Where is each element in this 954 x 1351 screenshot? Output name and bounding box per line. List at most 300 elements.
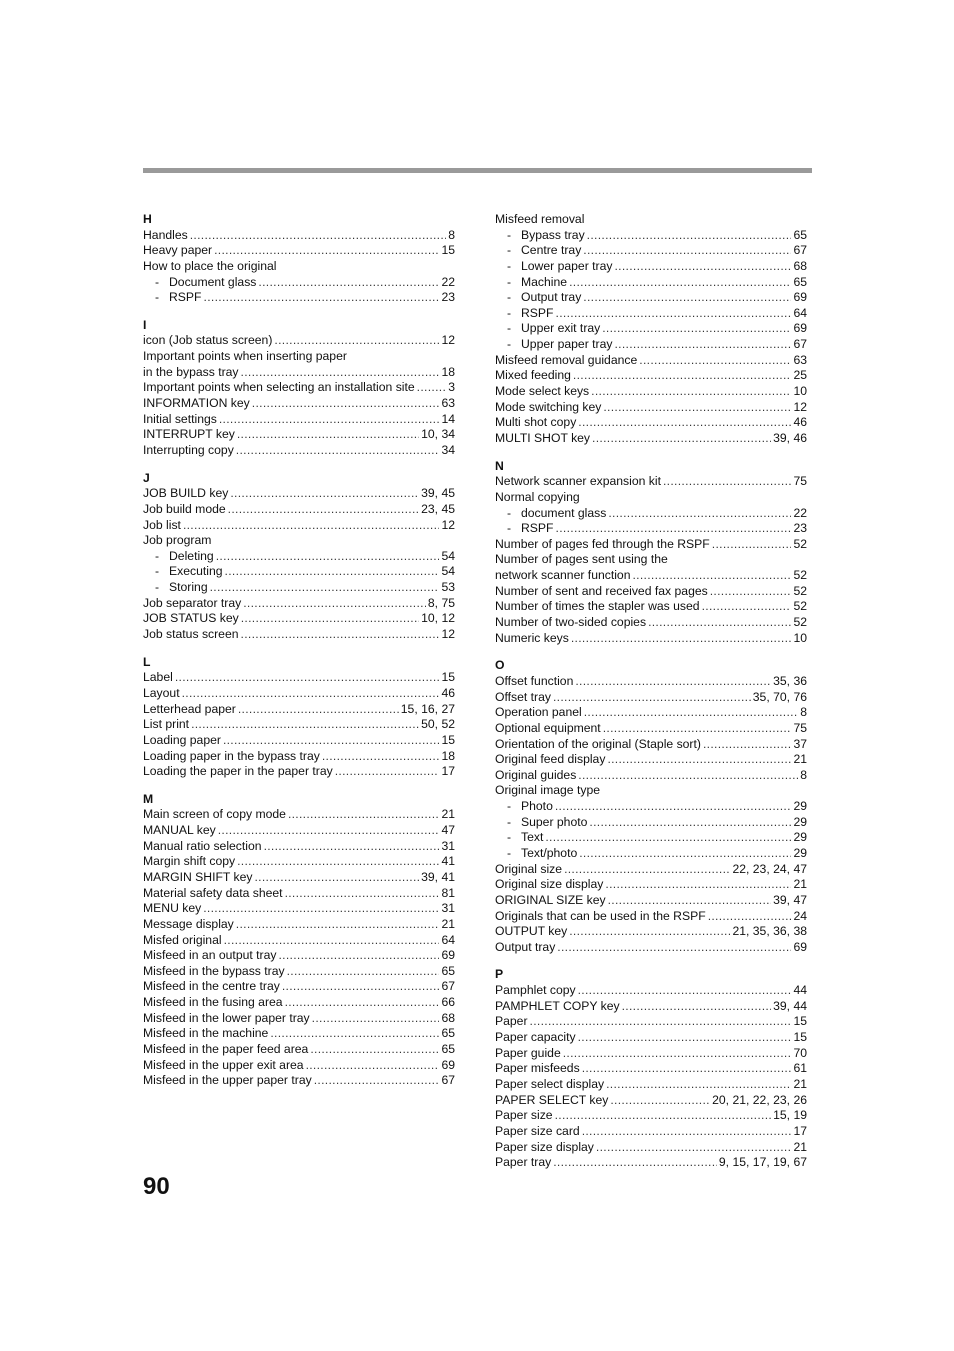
index-entry: [143, 518, 455, 534]
page-reference: 52: [793, 615, 807, 630]
index-entry: [495, 615, 807, 631]
dash-marker: -: [507, 258, 512, 273]
dot-leader: [582, 1061, 792, 1077]
page-reference: 52: [793, 599, 807, 614]
page-reference: 52: [793, 536, 807, 551]
entry-label: Photo: [521, 799, 553, 814]
entry-line: [495, 1061, 807, 1077]
entry-line: [495, 674, 807, 690]
entry-label: Misfed original: [143, 932, 222, 947]
entry-label: Orientation of the original (Staple sort): [495, 736, 701, 751]
section-letter-heading: M: [143, 791, 154, 806]
page-reference: 15: [441, 732, 455, 747]
dot-leader: [583, 290, 791, 306]
dot-leader: [614, 259, 791, 275]
index-entry: [495, 368, 807, 384]
index-entry: [143, 1058, 455, 1074]
section-gap: [143, 643, 455, 655]
entry-line: [143, 823, 455, 839]
entry-label: Original size display: [495, 877, 604, 892]
page-reference: 24: [793, 908, 807, 923]
dash-marker: -: [155, 580, 160, 595]
dot-leader: [236, 443, 440, 459]
page-reference: 65: [441, 1042, 455, 1057]
entry-line: [143, 290, 455, 306]
entry-label: Original guides: [495, 767, 577, 782]
entry-label: icon (Job status screen): [143, 333, 273, 348]
dot-leader: [335, 764, 440, 780]
index-subentry: [495, 815, 807, 831]
dot-leader: [203, 901, 439, 917]
index-entry: [143, 823, 455, 839]
page-reference: 39, 41: [421, 869, 455, 884]
entry-line: [495, 1155, 807, 1171]
entry-label: Paper capacity: [495, 1030, 576, 1045]
entry-label: Centre tray: [521, 243, 582, 258]
page-reference: 50, 52: [421, 717, 455, 732]
entry-label: Output tray: [521, 290, 582, 305]
dot-leader: [607, 752, 791, 768]
dot-leader: [573, 368, 792, 384]
page-reference: 37: [793, 736, 807, 751]
entry-label: Original feed display: [495, 752, 606, 767]
dot-leader: [596, 1140, 792, 1156]
page-reference: 8: [800, 705, 807, 720]
entry-line: [495, 275, 807, 291]
index-entry: [495, 1093, 807, 1109]
entry-label: Pamphlet copy: [495, 983, 576, 998]
index-entry: [143, 228, 455, 244]
dot-leader: [622, 999, 771, 1015]
entry-label: Paper select display: [495, 1076, 605, 1091]
index-entry: [495, 1124, 807, 1140]
index-entry: [143, 948, 455, 964]
section-letter-heading: J: [143, 470, 150, 485]
dot-leader: [578, 415, 791, 431]
index-entry: [143, 1073, 455, 1089]
entry-line: [495, 1140, 807, 1156]
entry-line: [143, 1058, 455, 1074]
dot-leader: [270, 1026, 439, 1042]
index-subentry: [143, 275, 455, 291]
entry-line: [495, 1030, 807, 1046]
entry-line: [495, 243, 807, 259]
dot-leader: [703, 737, 791, 753]
entry-line: [495, 306, 807, 322]
entry-label: Bypass tray: [521, 227, 585, 242]
index-entry: [143, 533, 455, 549]
page-reference: 39, 47: [773, 892, 807, 907]
entry-label: document glass: [521, 505, 607, 520]
entry-label: Misfeed in the upper exit area: [143, 1057, 304, 1072]
index-entry: [143, 749, 455, 765]
entry-label: Margin shift copy: [143, 854, 236, 869]
index-entry: [495, 415, 807, 431]
entry-line: [143, 854, 455, 870]
entry-line: [495, 259, 807, 275]
entry-label: Material safety data sheet: [143, 885, 283, 900]
index-entry: [143, 686, 455, 702]
entry-line: [495, 752, 807, 768]
index-subentry: [495, 506, 807, 522]
entry-label: Lower paper tray: [521, 258, 613, 273]
index-subentry: [495, 243, 807, 259]
dot-leader: [417, 380, 447, 396]
page-reference: 52: [793, 583, 807, 598]
entry-label: MARGIN SHIFT key: [143, 869, 253, 884]
entry-line: [495, 400, 807, 416]
index-entry: [143, 839, 455, 855]
index-entry: [143, 1026, 455, 1042]
index-entry: [143, 596, 455, 612]
entry-line: [143, 333, 455, 349]
entry-line: [495, 1014, 807, 1030]
section-letter-heading: O: [495, 658, 505, 673]
entry-line: [495, 909, 807, 925]
dot-leader: [285, 995, 440, 1011]
page-reference: 21: [793, 1076, 807, 1091]
page-reference: 69: [441, 1057, 455, 1072]
entry-label: Job separator tray: [143, 595, 242, 610]
dot-leader: [310, 1042, 439, 1058]
index-entry: [495, 674, 807, 690]
index-entry: [143, 733, 455, 749]
dot-leader: [564, 862, 730, 878]
page-reference: 25: [793, 368, 807, 383]
dot-leader: [190, 228, 447, 244]
section-gap: [495, 447, 807, 459]
index-entry: [495, 690, 807, 706]
entry-label: Number of two-sided copies: [495, 615, 647, 630]
section-letter-heading: N: [495, 458, 504, 473]
entry-line: [143, 443, 455, 459]
entry-label: Number of pages sent using the: [495, 552, 668, 567]
index-entry: [143, 979, 455, 995]
index-entry: [143, 365, 455, 381]
page-reference: 23, 45: [421, 501, 455, 516]
entry-label: Network scanner expansion kit: [495, 474, 661, 489]
dot-leader: [252, 396, 440, 412]
index-entry: [495, 584, 807, 600]
dot-leader: [578, 768, 798, 784]
entry-line: [495, 1046, 807, 1062]
entry-label: MULTI SHOT key: [495, 430, 591, 445]
page-reference: 68: [793, 258, 807, 273]
dot-leader: [582, 1124, 792, 1140]
dot-leader: [553, 1155, 717, 1171]
index-entry: [143, 502, 455, 518]
entry-line: [143, 627, 455, 643]
index-entry: [495, 909, 807, 925]
entry-label: Upper paper tray: [521, 337, 613, 352]
page-reference: 15: [441, 670, 455, 685]
entry-line: [143, 749, 455, 765]
index-entry: [143, 854, 455, 870]
index-entry: [143, 427, 455, 443]
page-reference: 63: [441, 396, 455, 411]
dot-leader: [556, 306, 792, 322]
dot-leader: [608, 506, 791, 522]
entry-label: Executing: [169, 564, 223, 579]
entry-line: [495, 983, 807, 999]
index-entry: [495, 783, 807, 799]
page-reference: 12: [441, 627, 455, 642]
dot-leader: [285, 886, 440, 902]
dot-leader: [710, 584, 792, 600]
index-entry: [143, 870, 455, 886]
index-entry: [495, 705, 807, 721]
entry-line: [143, 733, 455, 749]
dash-marker: -: [155, 274, 160, 289]
dot-leader: [241, 365, 440, 381]
dot-leader: [312, 1011, 440, 1027]
index-subentry: [495, 337, 807, 353]
dot-leader: [578, 983, 792, 999]
index-entry: [495, 474, 807, 490]
dot-leader: [606, 1077, 791, 1093]
entry-line: [495, 721, 807, 737]
dot-leader: [555, 799, 792, 815]
index-entry: [495, 1108, 807, 1124]
entry-label: Paper size display: [495, 1139, 594, 1154]
entry-label: Misfeed in the machine: [143, 1026, 269, 1041]
page-reference: 8: [448, 227, 455, 242]
entry-label: Job build mode: [143, 501, 226, 516]
page-reference: 22: [793, 505, 807, 520]
index-entry: [495, 353, 807, 369]
page-reference: 65: [793, 274, 807, 289]
page-reference: 15: [793, 1014, 807, 1029]
dot-leader: [288, 807, 440, 823]
page-reference: 20, 21, 22, 23, 26: [712, 1092, 807, 1107]
entry-label: Machine: [521, 274, 568, 289]
dash-marker: -: [507, 274, 512, 289]
entry-label: Original image type: [495, 783, 600, 798]
dot-leader: [712, 537, 792, 553]
entry-label: in the bypass tray: [143, 364, 239, 379]
index-entry: [495, 631, 807, 647]
entry-line: [143, 502, 455, 518]
page-reference: 67: [793, 243, 807, 258]
entry-label: Manual ratio selection: [143, 838, 262, 853]
page-reference: 29: [793, 830, 807, 845]
entry-line: [495, 212, 807, 228]
page-reference: 54: [441, 548, 455, 563]
entry-label: JOB BUILD key: [143, 486, 229, 501]
entry-label: network scanner function: [495, 568, 631, 583]
entry-line: [495, 846, 807, 862]
dash-marker: -: [507, 337, 512, 352]
index-subentry: [495, 290, 807, 306]
entry-label: Paper misfeeds: [495, 1061, 580, 1076]
dot-leader: [254, 870, 419, 886]
page-reference: 21: [793, 877, 807, 892]
dot-leader: [264, 839, 440, 855]
entry-label: Mixed feeding: [495, 368, 571, 383]
entry-label: MENU key: [143, 901, 202, 916]
page-reference: 67: [793, 337, 807, 352]
entry-label: How to place the original: [143, 258, 277, 273]
page-reference: 14: [441, 411, 455, 426]
entry-line: [143, 839, 455, 855]
entry-line: [495, 862, 807, 878]
dot-leader: [225, 564, 440, 580]
index-subentry: [495, 228, 807, 244]
entry-line: [495, 353, 807, 369]
entry-label: Text: [521, 830, 544, 845]
entry-line: [143, 365, 455, 381]
index-entry: [143, 333, 455, 349]
page-reference: 23: [793, 521, 807, 536]
index-entry: [495, 752, 807, 768]
entry-label: Optional equipment: [495, 720, 601, 735]
dot-leader: [282, 979, 440, 995]
index-entry: [143, 995, 455, 1011]
entry-label: Misfeed in an output tray: [143, 948, 277, 963]
dash-marker: -: [507, 321, 512, 336]
page-reference: 21: [441, 807, 455, 822]
dot-leader: [592, 431, 771, 447]
index-entry: [143, 380, 455, 396]
entry-label: PAPER SELECT key: [495, 1092, 609, 1107]
entry-label: Paper size: [495, 1108, 553, 1123]
entry-label: INFORMATION key: [143, 396, 250, 411]
entry-label: Interrupting copy: [143, 442, 234, 457]
section-gap: [495, 955, 807, 967]
index-entry: [143, 443, 455, 459]
entry-label: PAMPHLET COPY key: [495, 998, 620, 1013]
entry-label: Operation panel: [495, 705, 582, 720]
dot-leader: [214, 243, 439, 259]
entry-label: Original size: [495, 861, 563, 876]
entry-line: [143, 870, 455, 886]
page-reference: 15: [793, 1030, 807, 1045]
index-entry: [495, 924, 807, 940]
entry-label: Paper: [495, 1014, 528, 1029]
dot-leader: [556, 521, 792, 537]
dot-leader: [228, 502, 419, 518]
entry-line: [495, 1077, 807, 1093]
section-gap: [143, 306, 455, 318]
dot-leader: [579, 846, 791, 862]
entry-line: [495, 521, 807, 537]
entry-label: Storing: [169, 580, 208, 595]
entry-line: [495, 783, 807, 799]
page-reference: 65: [793, 227, 807, 242]
entry-line: [495, 568, 807, 584]
entry-line: [495, 415, 807, 431]
dot-leader: [243, 596, 426, 612]
page-reference: 17: [441, 764, 455, 779]
page-reference: 81: [441, 885, 455, 900]
dot-leader: [545, 830, 791, 846]
index-entry: [143, 933, 455, 949]
index-entry: [495, 893, 807, 909]
index-entry: [495, 1030, 807, 1046]
entry-line: [143, 380, 455, 396]
index-column-left: [143, 212, 455, 1089]
index-entry: [143, 611, 455, 627]
entry-line: [495, 584, 807, 600]
index-entry: [495, 537, 807, 553]
page-reference: 70: [793, 1045, 807, 1060]
entry-label: Handles: [143, 227, 188, 242]
index-entry: [495, 400, 807, 416]
dash-marker: -: [507, 505, 512, 520]
entry-line: [495, 924, 807, 940]
index-entry: [143, 412, 455, 428]
index-entry: [143, 486, 455, 502]
entry-label: Output tray: [495, 939, 556, 954]
entry-label: RSPF: [169, 290, 202, 305]
entry-line: [495, 552, 807, 568]
page-reference: 41: [441, 854, 455, 869]
dot-leader: [602, 321, 791, 337]
dot-leader: [639, 353, 791, 369]
entry-label: Paper tray: [495, 1155, 552, 1170]
index-entry: [143, 964, 455, 980]
index-subentry: [143, 564, 455, 580]
entry-label: Super photo: [521, 814, 588, 829]
entry-label: Job status screen: [143, 627, 239, 642]
dash-marker: -: [507, 243, 512, 258]
page-reference: 64: [441, 932, 455, 947]
index-entry: [495, 1061, 807, 1077]
dot-leader: [218, 823, 440, 839]
entry-label: Normal copying: [495, 489, 580, 504]
index-entry: [495, 431, 807, 447]
page-reference: 47: [441, 823, 455, 838]
page-reference: 15, 19: [773, 1108, 807, 1123]
entry-label: Label: [143, 670, 173, 685]
entry-line: [143, 596, 455, 612]
page-reference: 17: [793, 1123, 807, 1138]
page-reference: 18: [441, 748, 455, 763]
entry-label: Misfeed in the centre tray: [143, 979, 280, 994]
entry-line: [143, 807, 455, 823]
dot-leader: [219, 412, 440, 428]
index-entry: [143, 349, 455, 365]
index-subentry: [495, 321, 807, 337]
dot-leader: [223, 733, 440, 749]
index-subentry: [495, 275, 807, 291]
entry-line: [143, 764, 455, 780]
dot-leader: [236, 917, 440, 933]
page-reference: 65: [441, 963, 455, 978]
dash-marker: -: [507, 830, 512, 845]
section-letter-heading: L: [143, 654, 151, 669]
page-reference: 67: [441, 1073, 455, 1088]
index-entry: [495, 1046, 807, 1062]
entry-label: RSPF: [521, 521, 554, 536]
page-reference: 66: [441, 995, 455, 1010]
dot-leader: [287, 964, 440, 980]
entry-label: ORIGINAL SIZE key: [495, 892, 606, 907]
section-letter-heading: H: [143, 212, 152, 226]
page-reference: 34: [441, 442, 455, 457]
entry-line: [143, 533, 455, 549]
dot-leader: [589, 815, 791, 831]
section-gap: [495, 646, 807, 658]
section-gap: [143, 459, 455, 471]
entry-line: [495, 384, 807, 400]
entry-label: Document glass: [169, 274, 257, 289]
dot-leader: [183, 518, 440, 534]
page-reference: 61: [793, 1061, 807, 1076]
page-reference: 3: [448, 380, 455, 395]
page-reference: 8: [800, 767, 807, 782]
index-entry: [143, 1042, 455, 1058]
